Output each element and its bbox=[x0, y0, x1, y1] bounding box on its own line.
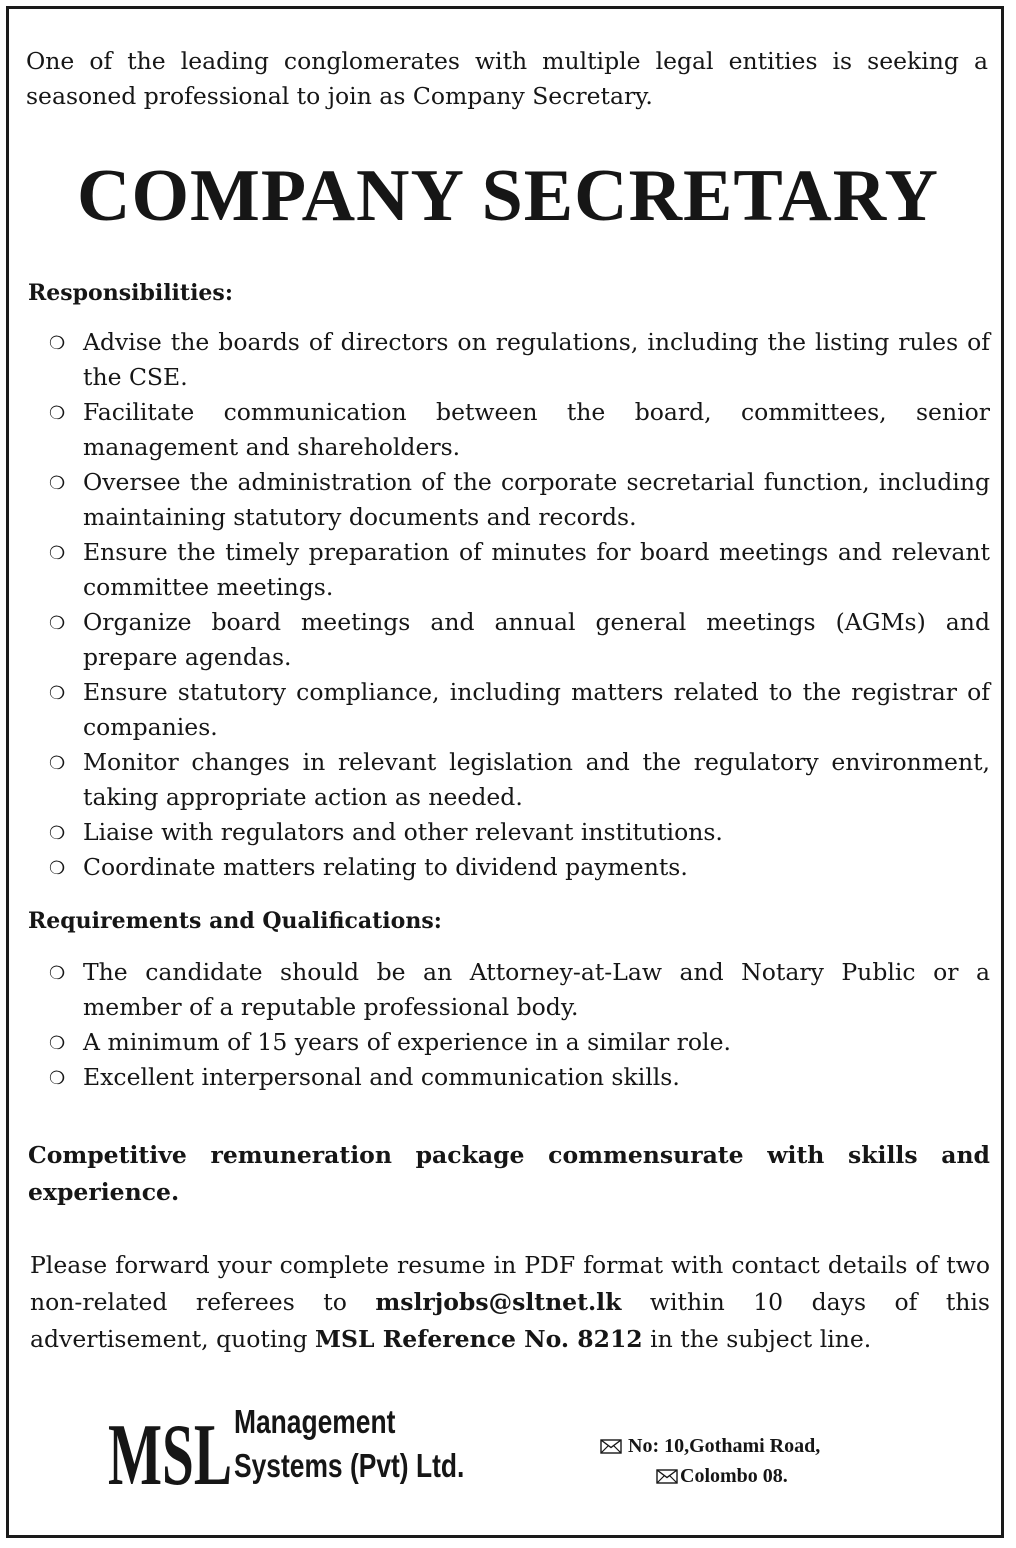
list-item: ❍ Liaise with regulators and other relevant institutions. bbox=[46, 815, 990, 850]
page-title: COMPANY SECRETARY bbox=[77, 155, 939, 237]
list-item: ❍ Advise the boards of directors on regulations, including the listing rules of the CSE. bbox=[49, 328, 990, 391]
circle-bullet-icon: ❍ bbox=[49, 333, 66, 354]
requirements-heading: Requirements and Qualifications: bbox=[28, 908, 442, 934]
reference-number: MSL Reference No. 8212 bbox=[315, 1325, 643, 1353]
circle-bullet-icon: ❍ bbox=[49, 963, 66, 984]
remuneration-text: Competitive remuneration package commensurate with skills and experience. bbox=[28, 1141, 990, 1206]
circle-bullet-icon: ❍ bbox=[49, 683, 66, 704]
envelope-icon bbox=[600, 1439, 622, 1454]
circle-bullet-icon: ❍ bbox=[49, 823, 66, 844]
envelope-icon bbox=[656, 1469, 678, 1484]
circle-bullet-icon: ❍ bbox=[49, 753, 66, 774]
address-block bbox=[600, 1431, 820, 1491]
contact-paragraph: Please forward your complete resume in PDF format with contact details of two non-related referees to mslrjobs@sltnet.lk within 10 days of this advertisement, quoting MSL Reference No. 8212 in the subject line. bbox=[30, 1251, 990, 1353]
circle-bullet-icon: ❍ bbox=[49, 543, 66, 564]
list-item: ❍ Facilitate communication between the board, committees, senior management and shareholders. bbox=[49, 398, 990, 461]
list-item: ❍ Organize board meetings and annual general meetings (AGMs) and prepare agendas. bbox=[49, 608, 990, 671]
circle-bullet-icon: ❍ bbox=[49, 1068, 66, 1089]
intro-text: One of the leading conglomerates with multiple legal entities is seeking a seasoned professional to join as Company Secretary. bbox=[26, 47, 988, 110]
contact-email[interactable]: mslrjobs@sltnet.lk bbox=[375, 1288, 622, 1316]
requirements-list bbox=[46, 955, 990, 1095]
logo-line-1: Management bbox=[234, 1403, 396, 1440]
list-item: ❍ Ensure the timely preparation of minutes for board meetings and relevant committee meetings. bbox=[49, 538, 990, 601]
address-line-2: Colombo 08. bbox=[680, 1465, 788, 1487]
list-item: ❍ Ensure statutory compliance, including matters related to the registrar of companies. bbox=[49, 678, 990, 741]
svg-text:MSL: MSL bbox=[108, 1407, 232, 1498]
list-item: ❍ Oversee the administration of the corporate secretarial function, including maintaining statutory documents and records. bbox=[49, 468, 990, 531]
logo-line-2: Systems (Pvt) Ltd. bbox=[234, 1447, 465, 1484]
list-item: ❍ A minimum of 15 years of experience in a similar role. bbox=[46, 1025, 990, 1060]
circle-bullet-icon: ❍ bbox=[49, 613, 66, 634]
list-item: ❍ Monitor changes in relevant legislation and the regulatory environment, taking appropriate action as needed. bbox=[49, 748, 990, 811]
list-item: ❍ The candidate should be an Attorney-at-Law and Notary Public or a member of a reputable professional body. bbox=[49, 958, 990, 1021]
circle-bullet-icon: ❍ bbox=[49, 858, 66, 879]
list-item: ❍ Excellent interpersonal and communication skills. bbox=[46, 1060, 990, 1095]
responsibilities-heading: Responsibilities: bbox=[28, 280, 233, 306]
circle-bullet-icon: ❍ bbox=[49, 403, 66, 424]
list-item: ❍ Coordinate matters relating to dividend payments. bbox=[46, 850, 990, 885]
msl-logo-mark bbox=[106, 1398, 236, 1498]
company-logo-text bbox=[234, 1400, 464, 1488]
responsibilities-list bbox=[46, 325, 990, 885]
circle-bullet-icon: ❍ bbox=[49, 473, 66, 494]
address-line-1: No: 10,Gothami Road, bbox=[628, 1435, 821, 1457]
circle-bullet-icon: ❍ bbox=[49, 1033, 66, 1054]
